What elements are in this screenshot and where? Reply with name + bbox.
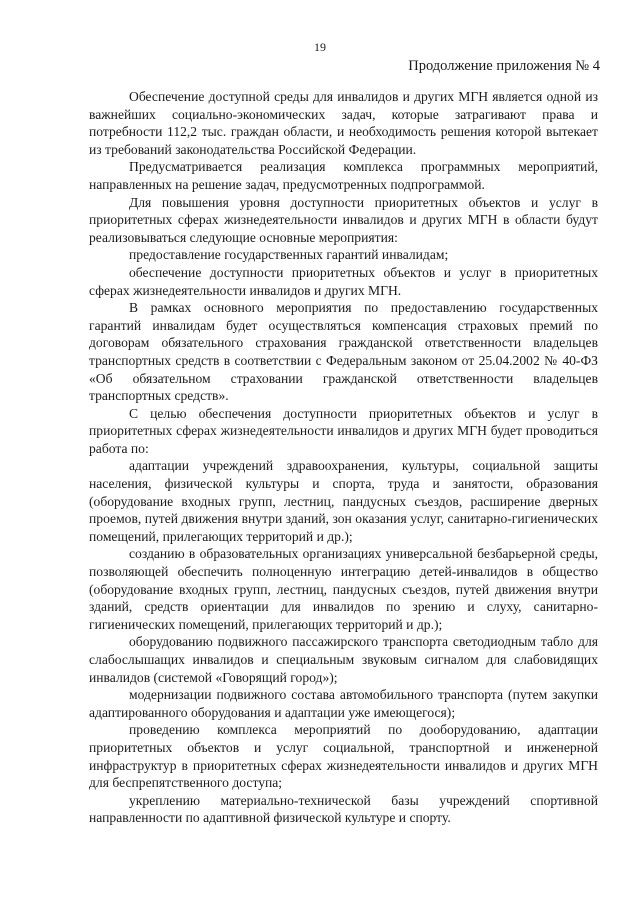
- paragraph-main-activities-intro: Для повышения уровня доступности приоритетных объектов и услуг в приоритетных сферах жизнедеятельности инвалидов и других МГН в области будут реализовываться следующие основные мероприятия:: [89, 194, 598, 245]
- body-text: [89, 88, 598, 827]
- list-item-infrastructure-adaptation: проведению комплекса мероприятий по дооборудованию, адаптации приоритетных объектов и услуг социальной, транспортной и инженерной инфраструктур в приоритетных сферах жизнедеятельности инвалидов и других МГН для беспрепятственного доступа;: [89, 722, 598, 791]
- list-item-fleet-modernization: модернизации подвижного состава автомобильного транспорта (путем закупки адаптированного оборудования и адаптации уже имеющегося);: [89, 687, 598, 720]
- paragraph-accessibility-importance: Обеспечение доступной среды для инвалидов и других МГН является одной из важнейших социально-экономических задач, которые затрагивают права и потребности 112,2 тыс. граждан области, и необходимость решения которой вытекает из требований законодательства Российской Федерации.: [89, 89, 598, 157]
- paragraph-insurance-compensation: В рамках основного мероприятия по предоставлению государственных гарантий инвалидам будет осуществляться компенсация страховых премий по договорам обязательного страхования гражданской ответственности владельцев транспортных средств в соответствии с Федеральным законом от 25.04.2002 № 40-ФЗ «Об обязательном страховании гражданской ответственности владельцев транспортных средств».: [89, 300, 598, 404]
- list-item-institution-adaptation: адаптации учреждений здравоохранения, культуры, социальной защиты населения, физической культуры и спорта, труда и занятости, образования (оборудование входных групп, лестниц, пандусных съездов, расширение дверных проемов, путей движения внутри зданий, зон оказания услуг, санитарно-гигиенических помещений, прилегающих территорий и др.);: [89, 458, 598, 544]
- list-item-transport-equipment: оборудованию подвижного пассажирского транспорта светодиодным табло для слабослышащих инвалидов и специальным звуковым сигналом для слабовидящих инвалидов (системой «Говорящий город»);: [89, 634, 598, 685]
- page-number: 19: [314, 40, 326, 54]
- list-item-barrier-free-education: созданию в образовательных организациях универсальной безбарьерной среды, позволяющей обеспечить полноценную интеграцию детей-инвалидов в общество (оборудование входных групп, лестниц, пандусных съездов, путей движения внутри зданий, средств ориентации для инвалидов по зрению и слуху, санитарно-гигиенических помещений, прилегающих территорий и др.);: [89, 546, 598, 632]
- list-item-sports-base: укреплению материально-технической базы учреждений спортивной направленности по адаптивной физической культуре и спорту.: [89, 792, 598, 826]
- paragraph-program-measures: Предусматривается реализация комплекса программных мероприятий, направленных на решение задач, предусмотренных подпрограммой.: [89, 159, 598, 192]
- list-item-state-guarantees: предоставление государственных гарантий инвалидам;: [129, 247, 449, 263]
- appendix-continuation-note: Продолжение приложения № 4: [408, 58, 600, 74]
- list-item-accessibility-provision: обеспечение доступности приоритетных объектов и услуг в приоритетных сферах жизнедеятельности инвалидов и других МГН.: [89, 264, 598, 298]
- paragraph-work-intro: С целью обеспечения доступности приоритетных объектов и услуг в приоритетных сферах жизнедеятельности инвалидов и других МГН будет проводиться работа по:: [89, 405, 598, 456]
